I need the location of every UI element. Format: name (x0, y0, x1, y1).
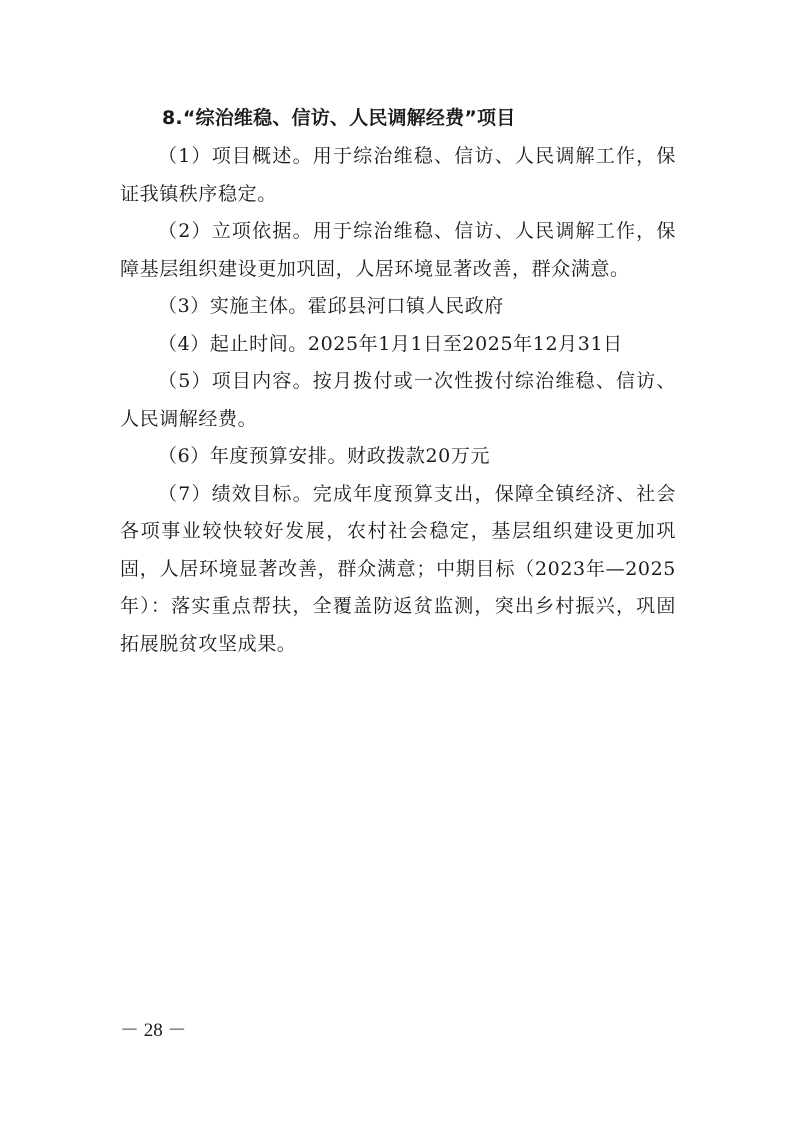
section-heading: 8.“综治维稳、信访、人民调解经费”项目 (162, 107, 516, 129)
page-number: － 28 － (120, 1020, 187, 1041)
section-content (120, 98, 676, 663)
paragraph-content: （5）项目内容。按月拨付或一次性拨付综治维稳、信访、人民调解经费。 (120, 370, 676, 430)
paragraph-overview: （1）项目概述。用于综治维稳、信访、人民调解工作，保证我镇秩序稳定。 (120, 145, 676, 205)
paragraph-period: （4）起止时间。2025年1月1日至2025年12月31日 (158, 332, 623, 355)
paragraph-basis: （2）立项依据。用于综治维稳、信访、人民调解工作，保障基层组织建设更加巩固，人居环境显著改善，群众满意。 (120, 220, 676, 280)
paragraph-budget: （6）年度预算安排。财政拨款20万元 (158, 445, 491, 467)
paragraph-implementer: （3）实施主体。霍邱县河口镇人民政府 (158, 295, 504, 317)
paragraph-goals: （7）绩效目标。完成年度预算支出，保障全镇经济、社会各项事业较快较好发展，农村社会稳定，基层组织建设更加巩固，人居环境显著改善，群众满意；中期目标（2023年—2025年）：落实重点帮扶，全覆盖防返贫监测，突出乡村振兴，巩固拓展脱贫攻坚成果。 (120, 482, 676, 655)
